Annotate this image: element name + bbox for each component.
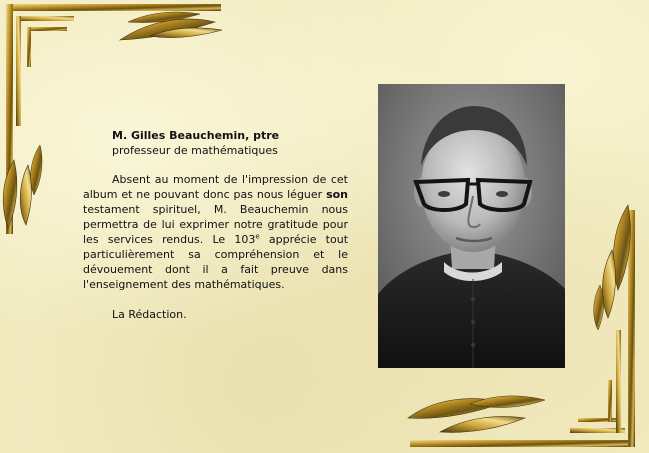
signoff: La Rédaction. <box>112 308 187 321</box>
teacher-name: M. Gilles Beauchemin, ptre <box>112 129 280 142</box>
tribute-paragraph <box>83 172 348 292</box>
paragraph-bold-word: son <box>326 188 348 201</box>
ordinal-superscript: e <box>255 232 260 241</box>
portrait-illustration-icon <box>378 84 565 368</box>
paragraph-text-2: testament spirituel, M. Beauchemin nous permettra de lui exprimer notre gratitude pour les services rendus. Le 103 <box>83 203 348 246</box>
tribute-text <box>83 128 348 322</box>
paragraph-text-3: apprécie tout particulièrement sa compréhension et le dévouement dont il a fait preuve dans l'enseignement des mathématiques. <box>83 233 349 291</box>
paragraph-text-1: Absent au moment de l'impression de cet album et ne pouvant donc pas nous léguer <box>83 173 348 201</box>
portrait-photo <box>378 84 565 368</box>
teacher-role: professeur de mathématiques <box>112 144 278 157</box>
